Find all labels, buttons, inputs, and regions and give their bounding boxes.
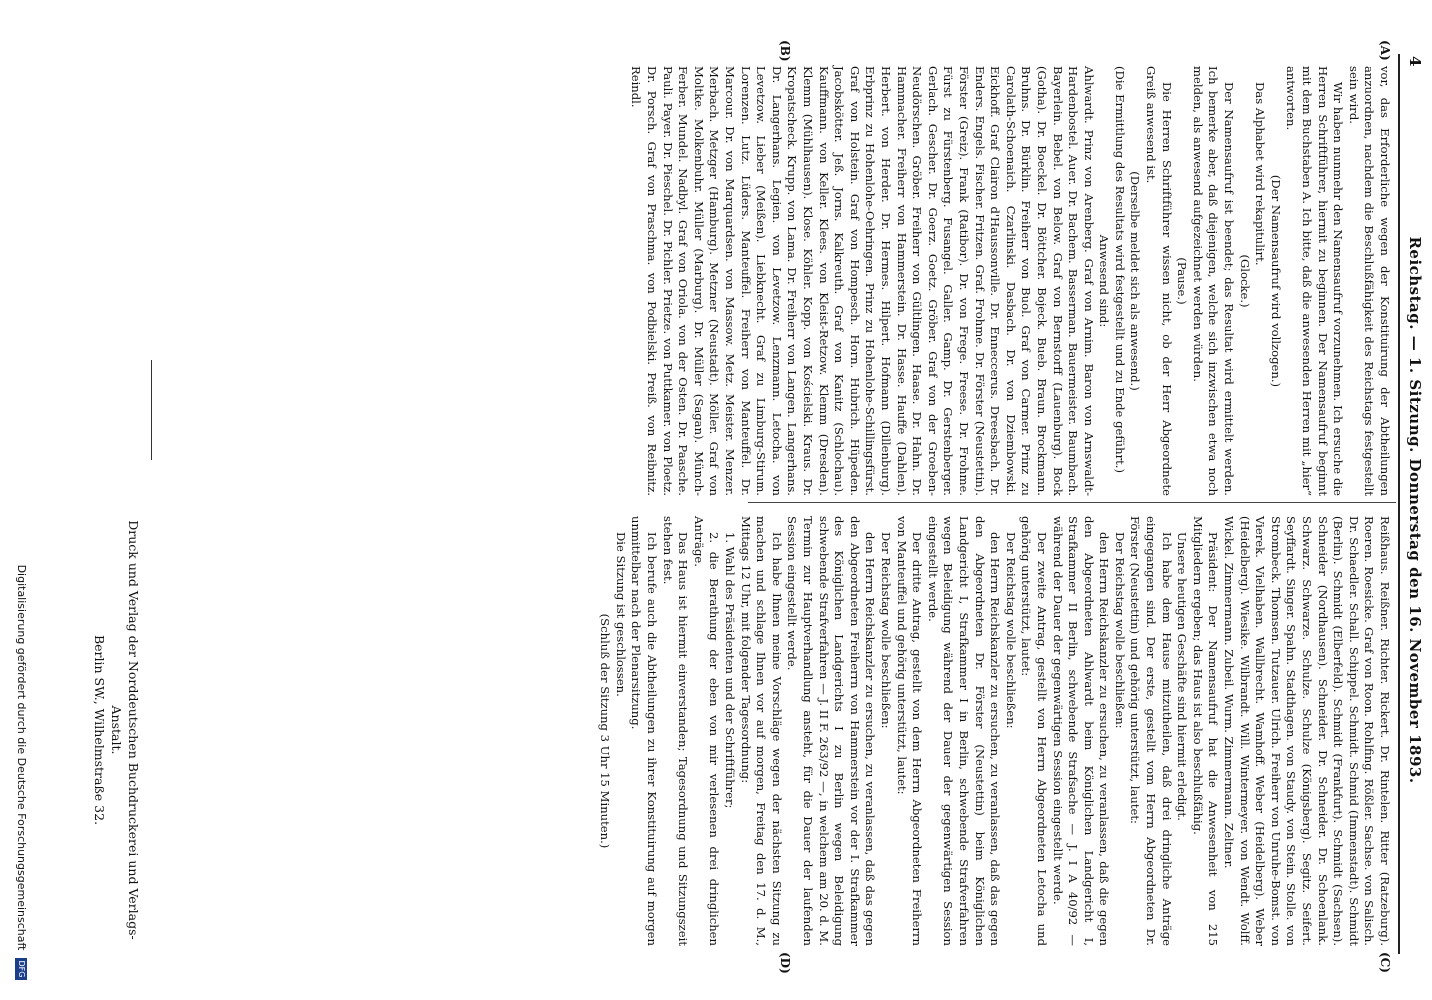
right-column: [597, 516, 1392, 946]
paragraph: Das Alphabet wird rekapitulirt.: [1253, 82, 1268, 266]
margin-marker-b: (B): [778, 40, 792, 62]
header-rule: [1398, 54, 1400, 954]
margin-marker-c: (C): [1378, 952, 1392, 973]
margin-marker-a: (A): [1378, 40, 1392, 61]
imprint-line: Berlin SW., Wilhelmstraße 32.: [92, 634, 107, 826]
paragraph: den Herrn Reichskanzler zu ersuchen, zu veranlassen, daß das gegen den Abgeordneten Freiherrn von Hammerstein vor der I. Strafkammer des Königlichen Landgerichts I zu Berlin wegen Beleidigung schwebende Strafverfahren — J. II F. 263/92 —, in welchem am 20. d. M. Termin zur Hauptverhandlung ansteht, für die Dauer der laufenden Session eingestellt werde.: [785, 516, 878, 946]
margin-marker-d: (D): [778, 952, 792, 974]
paragraph: den Herrn Reichskanzler zu ersuchen, zu veranlassen, daß die gegen den Abgeordneten Ahlwardt beim Königlichen Landgericht I, Strafkammer II Berlin, schwebende Strafsache — J. I A 40/92 — während der Dauer der gegenwärtigen Session eingestellt werde.: [1050, 516, 1112, 946]
page-title: Reichstag. — 1. Sitzung. Donnerstag den 16. November 1893.: [1406, 236, 1424, 784]
imprint: [91, 520, 142, 940]
stage-direction: (Pause.): [1175, 257, 1190, 305]
stage-direction: (Glocke.): [1237, 254, 1252, 308]
digitization-note: [8, 30, 28, 980]
paragraph: Der dritte Antrag, gestellt von dem Herrn Abgeordneten Freiherrn von Manteuffel und gehörig unterstützt, lautet:: [894, 516, 925, 946]
digitization-text: Digitalisierung gefördert durch die Deutsche Forschungsgemeinschaft: [15, 564, 28, 951]
stage-direction: (Schluß der Sitzung 3 Uhr 15 Minuten.): [598, 613, 613, 849]
agenda-item: 1. Wahl des Präsidenten und der Schriftführer;: [723, 532, 738, 809]
paragraph: Der Reichstag wolle beschließen:: [1003, 532, 1018, 729]
paragraph: Unsere heutigen Geschäfte sind hiermit erledigt.: [1175, 532, 1190, 821]
paragraph: den Herrn Reichskanzler zu ersuchen, zu veranlassen, daß das gegen den Abgeordneten Dr. Förster (Neustettin) beim Königlichen Landgericht I, Strafkammer I in Berlin, schwebende Strafverfahren wegen Beleidigung während der Dauer der gegenwärtigen Session eingestellt werde.: [925, 516, 1003, 946]
paragraph: Der Reichstag wolle beschließen:: [879, 532, 893, 729]
paragraph: Die Sitzung ist geschlossen.: [613, 532, 628, 697]
footer-rule: [151, 360, 152, 460]
paragraph: Der Reichstag wolle beschließen:: [1112, 532, 1127, 729]
attendance-list: Ahlwardt. Prinz von Arenberg. Graf von Arnim. Baron von Arnswaldt-Hardenbostel. Auer. Dr. Bachem. Basserman. Bauermeister. Baumbach. Bayerlein. Bebel. von Below. Graf von Bernstorff (Lauenburg). Bock (Gotha). Dr. Boeckel. Dr. Böttcher. Bojeck. Bueb. Braun. Brockmann. Bruhns. Dr. Bürklin. Freiherr von Buol. Graf von Carmer. Prinz zu Carolath-Schoenaich. Czarlinski. Dasbach. Dr. von Dziembowski. Eickhoff. Graf Clairon d'Haussonville. Dr. Enneccerus. Dreesbach. Dr. Enders. Engels. Fischer. Fritzen. Graf. Frohme. Dr. Förster (Neustettin). Förster (Greiz). Frank (Ratibor). Dr. von Frege. Freese. Dr. Frohme. Fürst zu Fürstenberg. Fusangel. Galler. Gamp. Dr. Gerstenberger. Gerlach. Gescher. Dr. Goerz. Goetz. Gröber. Graf von der Groeben-Neudörschen. Gröber. Freiherr von Gültlingen. Haase. Dr. Hahn. Dr. Hammacher. Freiherr von Hammerstein. Dr. Hasse. Hauffe (Dahlen). Herbert. von Herder. Dr. Hermes. Hilpert. Hofmann (Dillenburg). Erbprinz zu Hohenlohe-Oehringen. Prinz zu Hohenlohe-Schillingsfürst. Graf von Holstein. Graf von Hompesch. Horn. Hubrich. Hüpeden. Jacobskötter. Jeß. Jorns. Kalkreuth. Graf von Kanitz (Schlochau). Kauffmann. von Keller. Klees. von Kleist-Retzow. Klemm (Dresden). Klemm (Mühlhausen). Klose. Köhler. Kopp. von Kościelski. Kraus. Dr. Kropatscheck. Krupp. von Lama. Dr. Freiherr von Langen. Langerhans. Dr. Langerhans. Legien. von Levetzow. Lenzmann. Letocha. von Levetzow. Lieber (Meißen). Liebknecht. Graf zu Limburg-Stirum. Lorenzen. Lutz. Lüders. Manteuffel. Freiherr von Manteuffel. Dr. Marcour. Dr. von Marquardsen. von Massow. Metz. Meister. Menzer. Merbach. Metzger (Hamburg). Metzner (Neustadt). Möller. Graf von Moltke. Molkenbuhr. Müller (Marburg). Dr. Müller (Sagan). Münch-Ferber. Mundel. Nadbyl. Graf von Oriola. von der Osten. Dr. Paasche. Pauli. Payer. Dr. Pieschel. Dr. Pichler. Prietze. von Puttkamer. von Ploetz. Dr. Porsch. Graf von Praschma. von Podbielski. Preiß. von Reibnitz. Reindl.: [629, 66, 1096, 496]
paragraph: Der Namensaufruf ist beendet; das Resultat wird ermittelt werden. Ich bemerke aber, daß diejenigen, welche sich inzwischen etwa noch melden, als anwesend aufgezeichnet werden würden.: [1190, 66, 1237, 496]
paragraph: Das Haus ist hiermit einverstanden; Tagesordnung und Sitzungszeit stehen fest.: [660, 516, 691, 946]
paragraph: Ich habe dem Hause mitzutheilen, daß drei dringliche Anträge eingegangen sind. Der erste, gestellt vom Herrn Abgeordneten Dr. Förster (Neustettin) und gehörig unterstützt, lautet:: [1128, 516, 1174, 946]
paragraph: Die Herren Schriftführer wissen nicht, ob der Herr Abgeordnete Greiß anwesend ist.: [1144, 66, 1174, 496]
section-heading: Anwesend sind:: [1097, 234, 1112, 328]
paragraph: Der zweite Antrag, gestellt von Herrn Abgeordneten Letocha und gehörig unterstützt, lautet:: [1019, 516, 1049, 946]
paragraph: vor, das Erforderliche wegen der Konstituirung der Abtheilungen anzuordnen, nachdem die Beschlußfähigkeit des Reichstags festgestellt sein wird.: [1346, 66, 1392, 496]
left-column: [628, 66, 1392, 496]
dfg-logo-icon: DFG: [15, 958, 27, 980]
page-number: 4: [1406, 56, 1424, 67]
agenda-item: 2. die Berathung der eben von mir verlesenen drei dringlichen Anträge.: [691, 516, 722, 946]
stage-direction: (Derselbe meldet sich als anwesend.): [1128, 171, 1143, 391]
paragraph: Ich berufe auch die Abtheilungen zu ihrer Konstituirung auf morgen unmittelbar nach der Plenarsitzung.: [629, 516, 660, 946]
column-divider: [748, 502, 1396, 503]
stage-direction: (Die Ermittlung des Resultats wird festgestellt und zu Ende geführt.): [1112, 66, 1127, 474]
paragraph: Wir haben nunmehr den Namensaufruf vorzunehmen. Ich ersuche die Herren Schriftführer, hiermit zu beginnen. Der Namensaufruf beginnt mit dem Buchstaben A. Ich bitte, daß die anwesenden Herren mit „hier“ antworten.: [1284, 66, 1346, 496]
stage-direction: (Der Namensaufruf wird vollzogen.): [1268, 174, 1283, 388]
paragraph: Ich habe Ihnen meine Vorschläge wegen der nächsten Sitzung zu machen und schlage Ihnen vor auf morgen, Freitag den 17. d. M., Mittags 12 Uhr, mit folgender Tagesordnung:: [738, 516, 784, 946]
imprint-line: Druck und Verlag der Norddeutschen Buchdruckerei und Verlags-Anstalt.: [109, 520, 141, 940]
paragraph: Präsident: Der Namensaufruf hat die Anwesenheit von 215 Mitgliedern ergeben; das Haus ist also beschlußfähig.: [1190, 516, 1221, 946]
attendance-list: Reißhaus. Reißner. Richter. Rickert. Dr. Rintelen. Ritter (Ratzeburg). Roeren. Roesicke. Graf von Roon. Rohlfing. Rößler. Sachse. von Salisch. Dr. Schaedler. Schall. Schippel. Schmidt. Schmid (Immenstadt). Schmidt (Berlin). Schmidt (Elberfeld). Schmidt (Frankfurt). Schmidt (Sachsen). Schneider (Nordhausen). Schneider. Dr. Schneider. Dr. Schoenlank. Schwarz. Schwarze. Schulze. Schulze (Königsberg). Segitz. Seifert. Seyffardt. Singer. Spahn. Stadthagen. von Staudy. von Stein. Stolle. von Strombeck. Thomsen. Tutzauer. Ulrich. Freiherr von Unruhe-Bomst. von Vierek. Vielhaben. Wallbrecht. Wamhoff. Weber (Heidelberg). Weber (Heidelberg). Wiesike. Wilbrandt. Will. Wintermeyer. von Wendt. Wolff. Wickel. Zimmermann. Zubeil. Wurm. Zimmermann. Zeltner.: [1222, 516, 1392, 946]
